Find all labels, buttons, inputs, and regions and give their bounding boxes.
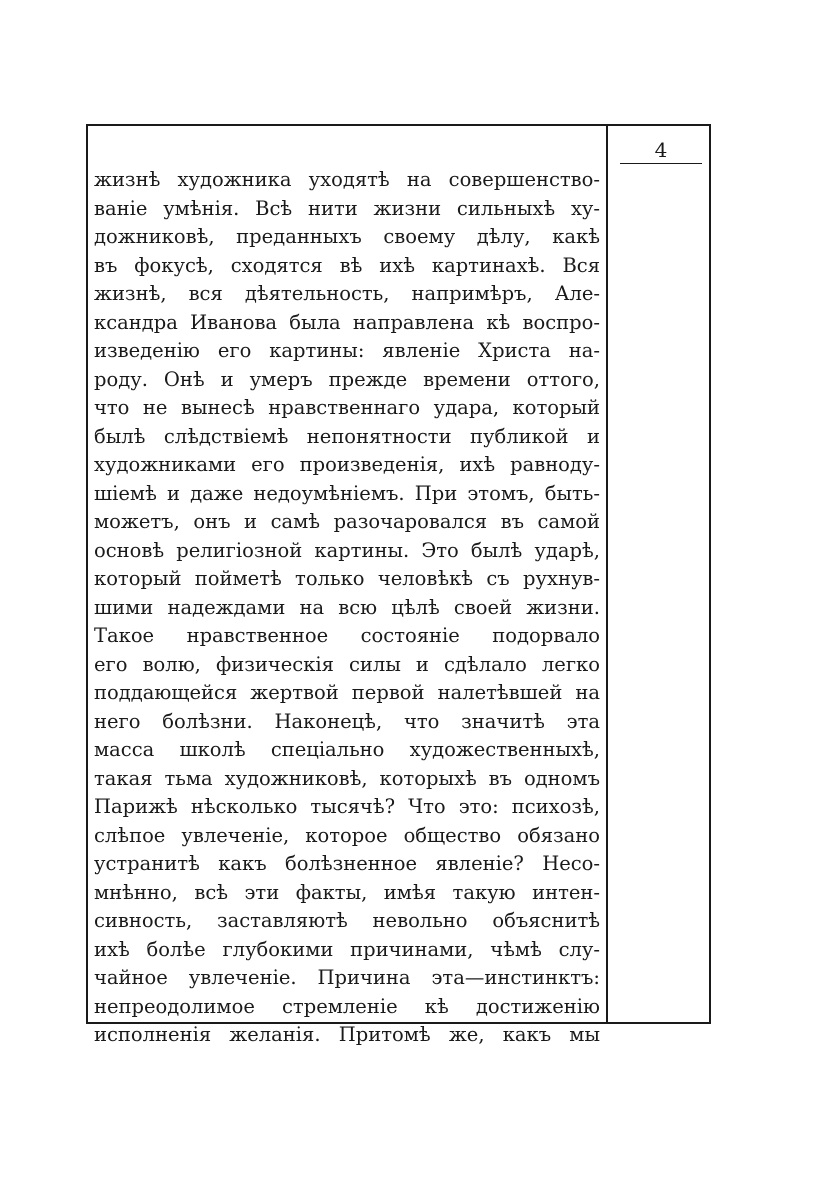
text-line: непреодолимое стремленіе кѣ достиженію xyxy=(94,994,600,1018)
page-frame xyxy=(86,124,711,1046)
text-line: исполненія желанія. Притомѣ же, какъ мы xyxy=(94,1023,600,1046)
text-line: Парижѣ нѣсколько тысячѣ? Что это: психозѣ, xyxy=(94,795,600,818)
text-line: въ фокусѣ, сходятся вѣ ихѣ картинахѣ. Вся xyxy=(94,253,600,277)
text-line: ихѣ болѣе глубокими причинами, чѣмѣ слу- xyxy=(94,937,600,961)
text-line: роду. Онѣ и умеръ прежде времени оттого, xyxy=(94,367,600,391)
column-divider xyxy=(606,126,608,1022)
text-line: сивность, заставляютѣ невольно объяснитѣ xyxy=(94,909,600,932)
text-line: можетъ, онъ и самѣ разочаровался въ самой xyxy=(94,510,600,533)
text-line: шими надеждами на всю цѣлѣ своей жизни. xyxy=(94,595,600,619)
text-line: дожниковѣ, преданныхъ своему дѣлу, какѣ xyxy=(94,225,600,248)
text-line: шіемѣ и даже недоумѣніемъ. При этомъ, быть- xyxy=(94,481,600,505)
text-line: него болѣзни. Наконецѣ, что значитѣ эта xyxy=(94,709,600,733)
text-line: изведенію его картины: явленіе Христа на- xyxy=(94,339,600,362)
text-line: ксандра Иванова была направлена кѣ воспро- xyxy=(94,310,600,334)
text-line: чайное увлеченіе. Причина эта—инстинктъ: xyxy=(94,966,600,989)
body-text xyxy=(94,166,600,1050)
text-line: мнѣнно, всѣ эти факты, имѣя такую интен- xyxy=(94,880,600,904)
page-number: 4 xyxy=(620,138,702,164)
text-line: такая тьма художниковѣ, которыхѣ въ одномъ xyxy=(94,766,600,790)
text-line: былѣ слѣдствіемѣ непонятности публикой и xyxy=(94,424,600,448)
text-line: который пойметѣ только человѣкѣ съ рухнув- xyxy=(94,567,600,590)
text-line: слѣпое увлеченіе, которое общество обязано xyxy=(94,823,600,847)
text-line: устранитѣ какъ болѣзненное явленіе? Несо- xyxy=(94,852,600,875)
text-line: Такое нравственное состояніе подорвало xyxy=(94,624,600,647)
text-line: жизнѣ, вся дѣятельность, напримѣръ, Але- xyxy=(94,282,600,305)
text-line: его волю, физическія силы и сдѣлало легко xyxy=(94,652,600,676)
text-line: масса школѣ спеціально художественныхѣ, xyxy=(94,738,600,761)
text-line: жизнѣ художника уходятѣ на совершенство- xyxy=(94,168,600,191)
text-line: художниками его произведенія, ихѣ равноду- xyxy=(94,453,600,476)
text-line: ваніе умѣнія. Всѣ нити жизни сильныхѣ ху- xyxy=(94,196,600,220)
text-line: основѣ религіозной картины. Это былѣ ударѣ, xyxy=(94,538,600,562)
text-line: что не вынесѣ нравственнаго удара, который xyxy=(94,396,600,419)
text-line: поддающейся жертвой первой налетѣвшей на xyxy=(94,681,600,704)
